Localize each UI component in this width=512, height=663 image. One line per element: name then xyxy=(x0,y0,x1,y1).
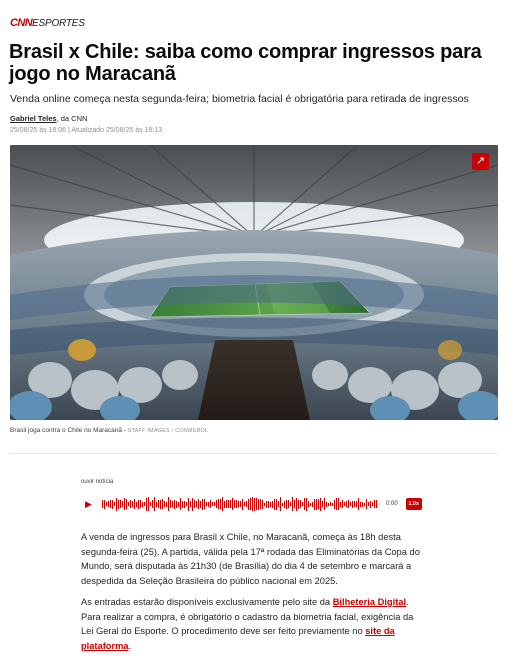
waveform-bar xyxy=(236,500,237,508)
waveform-bar xyxy=(146,498,147,511)
waveform-bar xyxy=(144,502,145,506)
waveform-bar xyxy=(218,499,219,509)
waveform-bar xyxy=(324,498,325,510)
waveform-bar xyxy=(314,499,315,510)
waveform-bar xyxy=(208,502,209,507)
logo-section-text: ESPORTES xyxy=(32,17,85,29)
waveform-bar xyxy=(344,502,345,506)
waveform-bar xyxy=(210,500,211,508)
waveform-bar xyxy=(272,501,273,508)
logo-cnn-text: CNN xyxy=(10,17,33,29)
waveform-bar xyxy=(228,500,229,508)
waveform-bar xyxy=(328,503,329,506)
waveform-bar xyxy=(310,503,311,506)
waveform-bar xyxy=(134,499,135,509)
waveform-bar xyxy=(110,500,111,508)
waveform-bar xyxy=(222,497,223,511)
waveform-bar xyxy=(294,500,295,508)
waveform-bar xyxy=(268,501,269,508)
waveform-bar xyxy=(198,499,199,509)
waveform-bar xyxy=(278,501,279,507)
waveform-bar xyxy=(136,502,137,507)
waveform-bar xyxy=(290,502,291,506)
waveform-bar xyxy=(312,502,313,507)
waveform-bar xyxy=(224,501,225,508)
waveform-bar xyxy=(106,502,107,506)
body-paragraph-2 xyxy=(81,595,426,653)
p2-text-b: . Para realizar a compra, é obrigatório o cadastro da biometria facial, exigência da Lei Geral do Esporte. O procedimento deve ser feito previamente no xyxy=(81,597,414,637)
waveform-bar xyxy=(108,501,109,507)
bilheteria-digital-link[interactable]: Bilheteria Digital xyxy=(332,597,407,607)
waveform-bar xyxy=(326,502,327,507)
caption-text: Brasil joga contra o Chile no Maracanã xyxy=(10,427,123,434)
waveform-bar xyxy=(212,502,213,506)
dateline: 25/08/25 às 18:06 | Atualizado 25/08/25 às 18:13 xyxy=(10,127,163,134)
waveform-bar xyxy=(252,497,253,511)
waveform-bar xyxy=(298,500,299,509)
body-paragraph-1: A venda de ingressos para Brasil x Chile, no Maracanã, começa às 18h desta segunda-feira (25). A partida, válida pela 17ª rodada das Eliminatórias da Copa do Mundo, será disputada às 21h30 (de Brasília) do dia 4 de setembro e marcará a despedida da Seleção Brasileira do público nacional em 2025. xyxy=(81,532,420,586)
waveform-bar xyxy=(202,499,203,510)
waveform-bar xyxy=(338,498,339,510)
waveform-bar xyxy=(196,501,197,507)
waveform-bar xyxy=(150,502,151,506)
waveform-bar xyxy=(166,502,167,507)
waveform-bar xyxy=(176,501,177,508)
waveform-bar xyxy=(316,499,317,510)
waveform-bar xyxy=(124,498,125,510)
play-icon[interactable]: ▶ xyxy=(85,499,92,509)
waveform-bar xyxy=(280,497,281,511)
waveform-bar xyxy=(362,502,363,507)
waveform-bar xyxy=(288,500,289,508)
waveform-bar xyxy=(206,502,207,506)
p2-text-c: . xyxy=(128,640,132,651)
waveform-bar xyxy=(104,500,105,509)
waveform-bar xyxy=(306,498,307,511)
waveform-bar xyxy=(358,498,359,510)
waveform-bar xyxy=(174,500,175,509)
waveform-bar xyxy=(318,499,319,509)
waveform-bar xyxy=(342,500,343,508)
waveform-bar xyxy=(162,499,163,509)
waveform-bar xyxy=(354,501,355,507)
waveform-bar xyxy=(152,500,153,508)
waveform-bar xyxy=(250,498,251,510)
waveform-bar xyxy=(332,503,333,506)
waveform-bar xyxy=(266,501,267,508)
waveform-bar xyxy=(114,502,115,506)
waveform-bar xyxy=(258,499,259,510)
waveform-bar xyxy=(366,499,367,509)
waveform-bar xyxy=(230,500,231,508)
waveform-bar xyxy=(284,501,285,508)
waveform-bar xyxy=(170,500,171,508)
waveform-bar xyxy=(286,500,287,509)
waveform-bar xyxy=(292,497,293,511)
waveform-bar xyxy=(140,500,141,508)
waveform-bar xyxy=(308,501,309,507)
waveform-bar xyxy=(200,501,201,508)
waveform-bar xyxy=(178,502,179,507)
waveform-bar xyxy=(254,498,255,511)
author-suffix: , da CNN xyxy=(56,114,88,123)
waveform-bar xyxy=(264,503,265,506)
waveform-bar xyxy=(322,501,323,507)
waveform-bar xyxy=(242,499,243,510)
divider xyxy=(10,453,498,454)
waveform-bar xyxy=(346,501,347,507)
audio-player xyxy=(81,494,427,514)
waveform-bar xyxy=(220,499,221,509)
waveform-bar xyxy=(360,502,361,507)
waveform-bar xyxy=(156,502,157,507)
waveform-bar xyxy=(260,499,261,509)
waveform-bar xyxy=(116,498,117,511)
waveform-bar xyxy=(122,501,123,507)
expand-icon[interactable]: ↗ xyxy=(472,153,489,170)
waveform-bar xyxy=(364,503,365,506)
waveform-bar xyxy=(158,500,159,508)
waveform-bar xyxy=(184,501,185,508)
waveform-bar xyxy=(270,502,271,507)
stadium-illustration xyxy=(10,145,498,420)
audio-waveform[interactable] xyxy=(102,497,378,511)
waveform-bar xyxy=(102,500,103,508)
waveform-bar xyxy=(336,498,337,510)
waveform-bar xyxy=(164,501,165,507)
image-credit: • STAFF IMAGES / CONMEBOL xyxy=(122,428,209,434)
waveform-bar xyxy=(262,500,263,509)
waveform-bar xyxy=(192,498,193,511)
hero-image-stadium xyxy=(10,145,498,420)
waveform-bar xyxy=(186,502,187,506)
byline xyxy=(10,114,87,123)
waveform-bar xyxy=(352,501,353,508)
waveform-bar xyxy=(350,502,351,506)
listen-label: ouvir notícia xyxy=(81,479,114,485)
waveform-bar xyxy=(368,502,369,506)
platform-site-link[interactable]: site da plataforma xyxy=(81,626,395,651)
waveform-bar xyxy=(374,500,375,508)
waveform-bar xyxy=(130,500,131,508)
waveform-bar xyxy=(214,502,215,506)
waveform-bar xyxy=(216,500,217,508)
waveform-bar xyxy=(112,500,113,509)
waveform-bar xyxy=(180,498,181,510)
waveform-bar xyxy=(190,501,191,507)
waveform-bar xyxy=(246,501,247,507)
waveform-bar xyxy=(128,502,129,506)
waveform-bar xyxy=(276,499,277,510)
waveform-bar xyxy=(300,500,301,508)
waveform-bar xyxy=(194,500,195,508)
article-title: Brasil x Chile: saiba como comprar ingressos para jogo no Maracanã xyxy=(9,41,482,85)
waveform-bar xyxy=(142,502,143,507)
author-link[interactable]: Gabriel Teles xyxy=(10,114,57,123)
waveform-bar xyxy=(204,499,205,509)
waveform-bar xyxy=(238,501,239,507)
waveform-bar xyxy=(138,500,139,509)
waveform-bar xyxy=(244,502,245,506)
cnn-esportes-logo[interactable] xyxy=(10,17,85,29)
waveform-bar xyxy=(356,501,357,507)
waveform-bar xyxy=(296,498,297,511)
waveform-bar xyxy=(120,500,121,508)
waveform-bar xyxy=(372,502,373,506)
waveform-bar xyxy=(348,500,349,508)
article-subtitle: Venda online começa nesta segunda-feira; biometria facial é obrigatória para retirada de ingressos xyxy=(10,93,469,105)
waveform-bar xyxy=(240,501,241,507)
waveform-bar xyxy=(340,502,341,507)
waveform-bar xyxy=(168,497,169,511)
playback-speed-button[interactable]: 1.0x xyxy=(406,498,422,510)
waveform-bar xyxy=(256,498,257,510)
waveform-bar xyxy=(234,500,235,508)
waveform-bar xyxy=(226,500,227,508)
waveform-bar xyxy=(282,503,283,506)
waveform-bar xyxy=(376,500,377,508)
waveform-bar xyxy=(172,501,173,507)
waveform-bar xyxy=(126,499,127,509)
waveform-bar xyxy=(248,499,249,510)
waveform-bar xyxy=(304,498,305,510)
waveform-bar xyxy=(148,497,149,511)
audio-time: 0:00 xyxy=(386,501,398,507)
waveform-bar xyxy=(370,501,371,508)
waveform-bar xyxy=(274,499,275,510)
waveform-bar xyxy=(154,497,155,511)
waveform-bar xyxy=(182,501,183,508)
waveform-bar xyxy=(232,498,233,510)
image-caption xyxy=(10,427,208,434)
waveform-bar xyxy=(132,501,133,507)
waveform-bar xyxy=(320,498,321,511)
waveform-bar xyxy=(330,502,331,506)
waveform-bar xyxy=(334,500,335,509)
p2-text-a: As entradas estarão disponíveis exclusivamente pelo site da xyxy=(81,597,333,607)
waveform-bar xyxy=(302,502,303,506)
waveform-bar xyxy=(160,500,161,509)
waveform-bar xyxy=(118,500,119,509)
waveform-bar xyxy=(188,498,189,511)
